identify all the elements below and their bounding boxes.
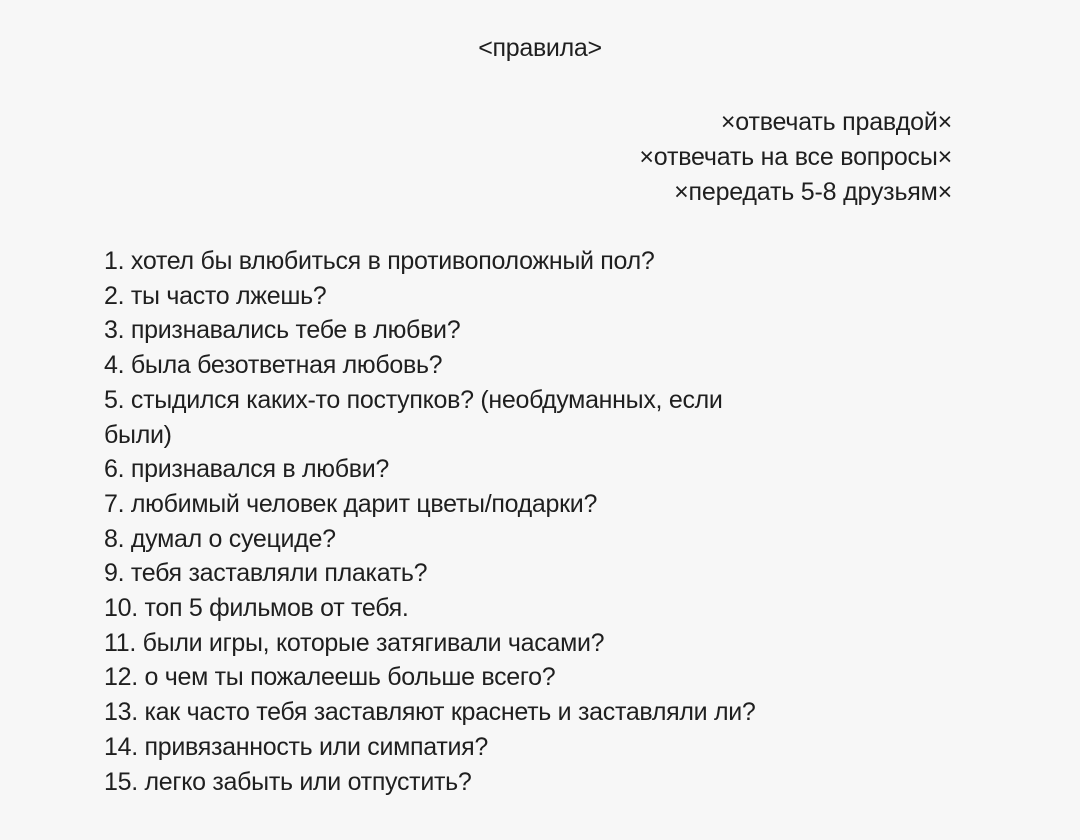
rule-item: ×передать 5-8 друзьям× [674,178,952,206]
question-13: 13. как часто тебя заставляют краснеть и заставляли ли? [104,698,756,727]
question-11: 11. были игры, которые затягивали часами? [104,628,605,657]
question-14: 14. привязанность или симпатия? [104,732,489,761]
question-15: 15. легко забыть или отпустить? [104,767,472,796]
rule-item: ×отвечать на все вопросы× [639,143,952,171]
question-5-continuation: были) [104,420,172,449]
question-4: 4. была безответная любовь? [104,351,443,380]
question-10: 10. топ 5 фильмов от тебя. [104,594,409,623]
question-7: 7. любимый человек дарит цветы/подарки? [104,489,598,518]
rules-list [639,105,952,210]
question-3: 3. признавались тебе в любви? [104,316,461,345]
question-9: 9. тебя заставляли плакать? [104,559,428,588]
question-1: 1. хотел бы влюбиться в противоположный пол? [104,247,655,275]
question-2: 2. ты часто лжешь? [104,281,327,310]
rule-item: ×отвечать правдой× [720,108,952,136]
questions-list [104,244,964,799]
question-5: 5. стыдился каких-то поступков? (необдуманных, если [104,385,723,414]
question-6: 6. признавался в любви? [104,455,389,484]
page-title: <правила> [478,34,602,62]
question-8: 8. думал о суециде? [104,524,336,553]
question-12: 12. о чем ты пожалеешь больше всего? [104,663,556,692]
